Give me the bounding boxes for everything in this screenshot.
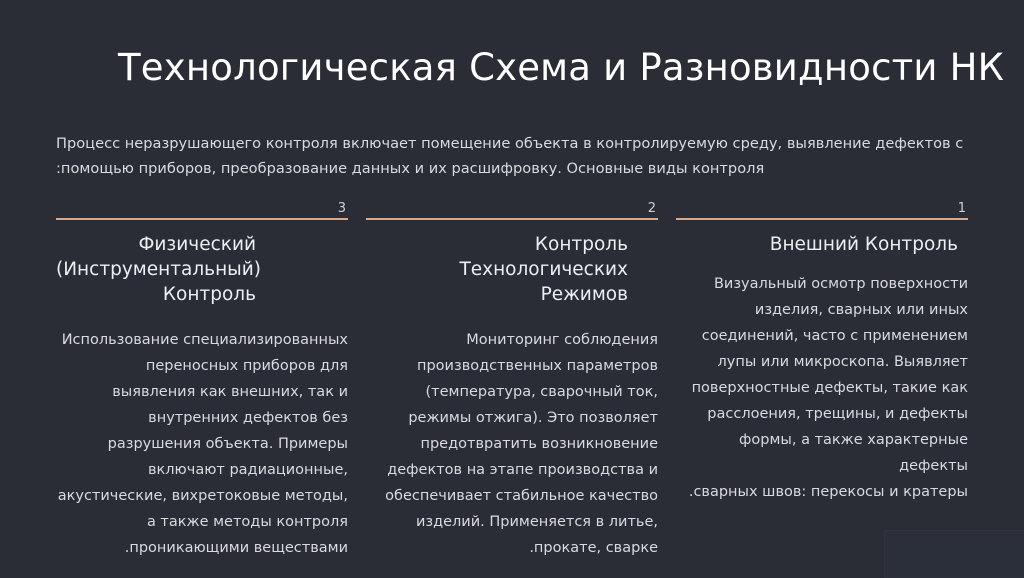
accent-rule: [56, 218, 348, 220]
body-line: Использование специализированных: [61, 332, 348, 348]
column-body: [366, 327, 658, 561]
body-line: переносных приборов для: [145, 358, 348, 374]
column-number: 1: [957, 201, 966, 216]
body-line: режимы отжига). Это позволяет: [408, 410, 658, 426]
column-body: [56, 327, 348, 561]
body-line: соединений, часто с применением: [701, 328, 968, 344]
column-number: 2: [647, 201, 656, 216]
body-line: расслоения, трещины, и дефекты: [707, 406, 968, 422]
body-line: изделия, сварных или иных: [754, 302, 968, 318]
heading-line: Физический: [138, 234, 256, 255]
intro-paragraph: [56, 131, 976, 181]
body-line: (температура, сварочный ток,: [425, 384, 658, 400]
corner-placeholder-box: [884, 530, 1024, 578]
body-line: .сварных швов: перекосы и кратеры: [688, 484, 968, 500]
body-line: включают радиационные,: [147, 462, 348, 478]
column-visual-control: [676, 202, 968, 505]
body-line: а также методы контроля: [146, 514, 348, 530]
body-line: предотвратить возникновение: [420, 436, 658, 452]
column-heading: [56, 232, 348, 307]
body-line: лупы или микроскопа. Выявляет: [717, 354, 968, 370]
heading-line: Контроль: [162, 284, 256, 305]
body-line: изделий. Применяется в литье,: [415, 514, 658, 530]
heading-line: (Инструментальный): [56, 259, 262, 280]
body-line: внутренних дефектов без: [148, 410, 348, 426]
body-line: обеспечивает стабильное качество: [385, 488, 658, 504]
heading-line: Режимов: [540, 284, 628, 305]
body-line: .прокате, сварке: [529, 540, 658, 556]
accent-rule: [366, 218, 658, 220]
column-heading: [676, 232, 968, 257]
body-line: разрушения объекта. Примеры: [107, 436, 348, 452]
intro-line: Процесс неразрушающего контроля включает помещение объекта в контролируемую среду, выявление дефектов с: [56, 135, 964, 152]
column-number: 3: [337, 201, 346, 216]
accent-rule: [676, 218, 968, 220]
column-heading: [366, 232, 658, 307]
column-process-control: [366, 202, 658, 561]
body-line: формы, а также характерные дефекты: [739, 432, 968, 474]
body-line: поверхностные дефекты, такие как: [691, 380, 968, 396]
body-line: акустические, вихретоковые методы,: [57, 488, 348, 504]
column-body: [676, 271, 968, 505]
body-line: производственных параметров: [417, 358, 658, 374]
body-line: .проникающими веществами: [124, 540, 348, 556]
intro-line: :помощью приборов, преобразование данных и их расшифровку. Основные виды контроля: [56, 160, 765, 177]
body-line: Визуальный осмотр поверхности: [713, 276, 968, 292]
body-line: дефектов на этапе производства и: [387, 462, 658, 478]
column-physical-control: [56, 202, 348, 561]
body-line: выявления как внешних, так и: [112, 384, 348, 400]
heading-line: Внешний Контроль: [769, 234, 958, 255]
slide-title: Технологическая Схема и Разновидности НК: [118, 46, 1005, 89]
heading-line: Контроль Технологических: [459, 234, 628, 280]
body-line: Мониторинг соблюдения: [466, 332, 658, 348]
